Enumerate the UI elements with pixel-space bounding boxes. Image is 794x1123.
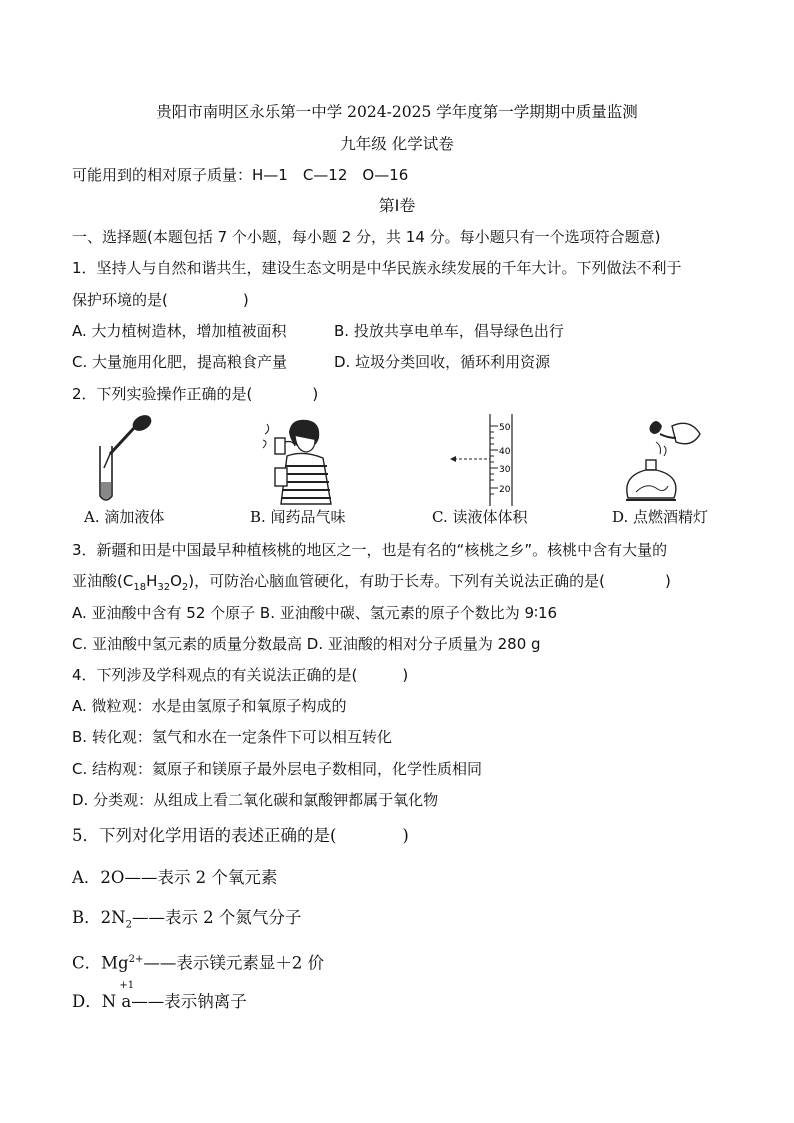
q3-sub-18: 18	[133, 582, 147, 593]
q4-option-c: C. 结构观：氦原子和镁原子最外层电子数相同，化学性质相同	[72, 760, 483, 778]
cylinder-figure	[446, 412, 526, 506]
alcohol-lamp-figure	[616, 412, 716, 506]
q2-stem: 2．下列实验操作正确的是( )	[72, 385, 319, 403]
q5-c-sup: 2+	[128, 954, 144, 965]
exam-subtitle: 九年级 化学试卷	[340, 135, 454, 153]
q5-d-post: ——表示钠离子	[131, 992, 247, 1011]
q3-h: H	[146, 572, 158, 590]
q3-sub-2: 2	[181, 582, 189, 593]
scale-label-40: 40	[499, 447, 511, 457]
q5-d-valence	[119, 980, 135, 1012]
q3-options-ab: A. 亚油酸中含有 52 个原子 B. 亚油酸中碳、氢元素的原子个数比为 9∶16	[72, 604, 558, 622]
atomic-mass-note: 可能用到的相对原子质量：H—1 C—12 O—16	[72, 166, 409, 184]
q5-option-a: A．2O——表示 2 个氧元素	[72, 868, 278, 887]
q1-stem-line2: 保护环境的是( )	[72, 291, 249, 309]
smelling-figure	[255, 412, 347, 506]
q4-option-a: A. 微粒观：水是由氢原子和氧原子构成的	[72, 697, 347, 715]
q5-c-post: ——表示镁元素显＋2 价	[143, 953, 325, 973]
exam-title: 贵阳市南明区永乐第一中学 2024-2025 学年度第一学期期中质量监测	[156, 103, 638, 121]
q3-sub-32: 32	[157, 582, 171, 593]
q4-stem: 4．下列涉及学科观点的有关说法正确的是( )	[72, 666, 409, 684]
scale-label-20: 20	[499, 485, 511, 495]
q3-line2-post: )，可防治心脑血管硬化，有助于长寿。下列有关说法正确的是( )	[188, 572, 671, 590]
q2-caption-c: C. 读液体体积	[432, 508, 528, 526]
q4-option-b: B. 转化观：氢气和水在一定条件下可以相互转化	[72, 728, 392, 746]
q1-option-c: C. 大量施用化肥，提高粮食产量	[72, 353, 288, 371]
q1-option-d: D. 垃圾分类回收，循环利用资源	[334, 353, 551, 371]
q5-d-pre: D．N	[72, 992, 117, 1011]
dropper-figure	[92, 412, 172, 506]
q5-b-pre: B．2N	[72, 908, 126, 927]
q3-o: O	[170, 572, 182, 590]
q2-caption-a: A. 滴加液体	[84, 508, 165, 526]
q2-caption-d: D. 点燃酒精灯	[612, 508, 709, 526]
part-heading: 第Ⅰ卷	[378, 196, 416, 215]
q5-b-post: ——表示 2 个氮气分子	[131, 908, 302, 927]
q3-stem-line2	[72, 571, 671, 598]
scale-label-30: 30	[499, 465, 511, 475]
q4-option-d: D. 分类观：从组成上看二氧化碳和氯酸钾都属于氧化物	[72, 791, 439, 809]
q5-option-c	[72, 950, 324, 974]
q5-d-sup: +1	[119, 980, 135, 991]
q5-b-sub: 2	[125, 919, 132, 931]
q5-c-pre: C．Mg	[72, 953, 129, 973]
q1-option-a: A. 大力植树造林，增加植被面积	[72, 322, 287, 340]
q1-option-b: B. 投放共享电单车，倡导绿色出行	[334, 322, 564, 340]
q3-stem-line1: 3．新疆和田是中国最早种植核桃的地区之一，也是有名的“核桃之乡”。核桃中含有大量的	[72, 541, 668, 559]
q1-stem-line1: 1．坚持人与自然和谐共生，建设生态文明是中华民族永续发展的千年大计。下列做法不利于	[72, 259, 682, 277]
q5-stem: 5．下列对化学用语的表述正确的是( )	[72, 826, 409, 845]
q2-caption-b: B. 闻药品气味	[250, 508, 346, 526]
scale-label-50: 50	[499, 423, 511, 433]
q3-options-cd: C. 亚油酸中氢元素的质量分数最高 D. 亚油酸的相对分子质量为 280 g	[72, 635, 541, 653]
q5-d-a: a	[121, 992, 132, 1011]
section-heading: 一、选择题(本题包括 7 个小题，每小题 2 分，共 14 分。每小题只有一个选项符合题意)	[72, 228, 661, 246]
q5-option-b	[72, 908, 301, 935]
q5-option-d	[72, 980, 247, 1012]
q3-line2-pre: 亚油酸(C	[72, 572, 134, 590]
